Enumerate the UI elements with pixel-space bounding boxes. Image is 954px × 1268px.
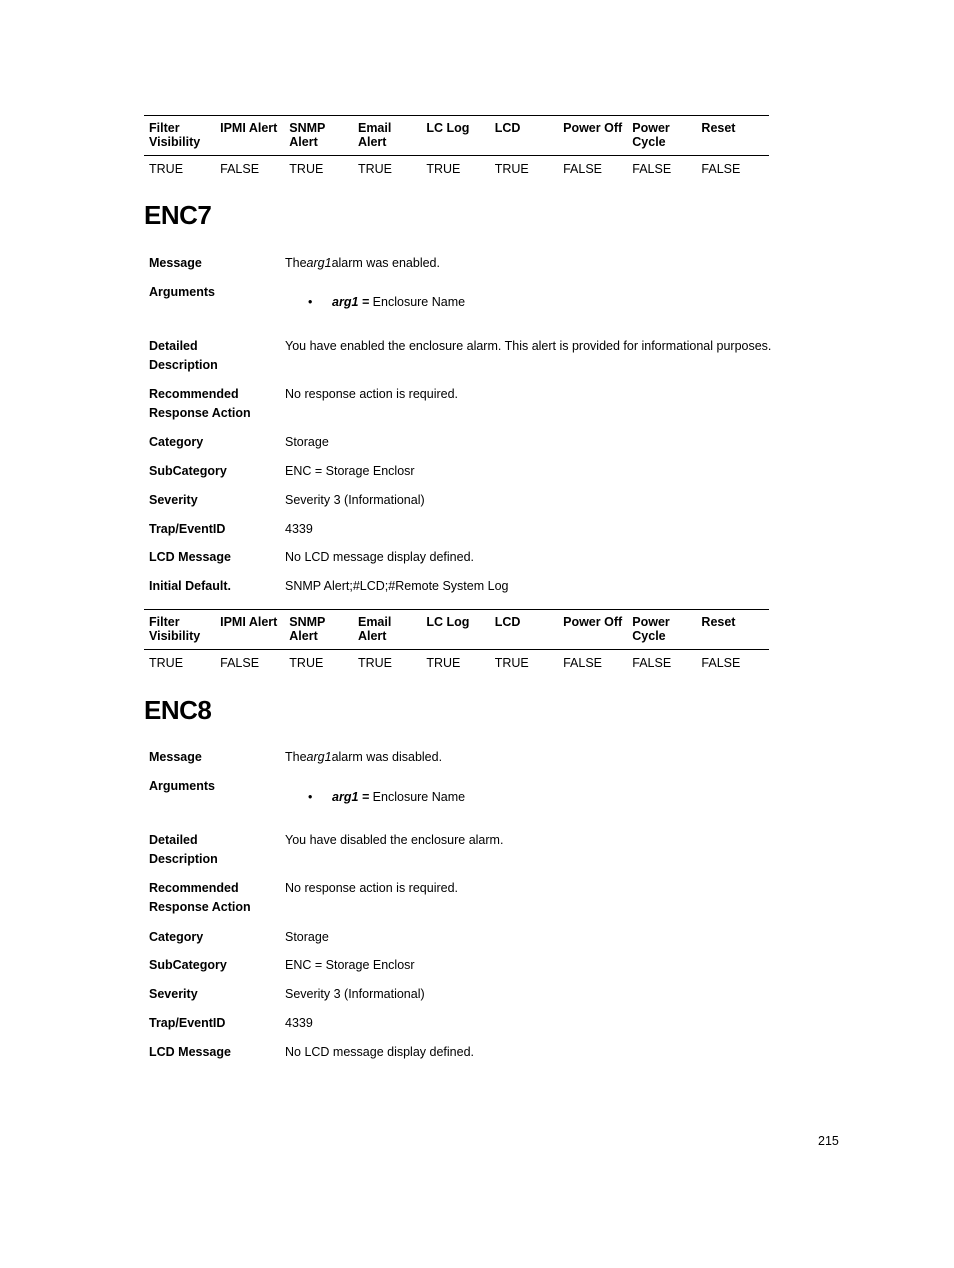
category-label: Category — [149, 930, 204, 944]
message-prefix: The — [285, 256, 307, 270]
filter-table-header-row — [144, 116, 769, 156]
severity-label: Severity — [149, 987, 198, 1001]
table-cell: TRUE — [357, 656, 393, 670]
message-suffix: alarm was enabled. — [331, 256, 440, 270]
lcd-message-label: LCD Message — [149, 550, 231, 564]
message-prefix: The — [285, 750, 307, 764]
page-number: 215 — [818, 1134, 839, 1148]
column-header: Power Cycle — [627, 116, 696, 156]
argument-name: arg1 = — [332, 295, 370, 309]
subcategory-value: ENC = Storage Enclosr — [285, 464, 415, 478]
category-value: Storage — [285, 435, 329, 449]
table-cell: FALSE — [701, 162, 741, 176]
message-arg: arg1 — [306, 750, 332, 764]
detailed-description-value: You have enabled the enclosure alarm. This alert is provided for informational purposes. — [285, 339, 772, 353]
table-cell: TRUE — [289, 162, 324, 176]
bullet-icon: • — [308, 295, 313, 309]
table-cell: TRUE — [494, 162, 529, 176]
column-header: LCD — [490, 610, 558, 650]
argument-value: Enclosure Name — [372, 295, 466, 309]
table-cell: TRUE — [289, 656, 324, 670]
trap-eventid-label: Trap/EventID — [149, 522, 226, 536]
section-title-enc8: ENC8 — [144, 695, 212, 725]
column-header: Email Alert — [353, 116, 421, 156]
detailed-description-value: You have disabled the enclosure alarm. — [285, 833, 504, 847]
column-header: LC Log — [421, 116, 489, 156]
column-header: IPMI Alert — [215, 610, 284, 650]
table-cell: TRUE — [426, 162, 461, 176]
column-header: SNMP Alert — [284, 610, 353, 650]
column-header: Power Off — [558, 116, 627, 156]
column-header: Power Off — [558, 610, 627, 650]
table-cell: TRUE — [357, 162, 393, 176]
lcd-message-label: LCD Message — [149, 1045, 231, 1059]
column-header: Filter Visibility — [144, 116, 215, 156]
filter-table-enc7 — [144, 609, 769, 671]
category-value: Storage — [285, 930, 329, 944]
subcategory-value: ENC = Storage Enclosr — [285, 958, 415, 972]
table-cell: FALSE — [563, 656, 603, 670]
message-arg: arg1 — [306, 256, 332, 270]
message-value — [285, 254, 845, 273]
initial-default-value: SNMP Alert;#LCD;#Remote System Log — [285, 579, 509, 593]
argument-name: arg1 = — [332, 790, 370, 804]
column-header: SNMP Alert — [284, 116, 353, 156]
message-label: Message — [149, 750, 202, 764]
table-cell: FALSE — [220, 162, 260, 176]
filter-table-top — [144, 115, 769, 177]
severity-value: Severity 3 (Informational) — [285, 987, 425, 1001]
arguments-label: Arguments — [149, 779, 215, 793]
message-suffix: alarm was disabled. — [331, 750, 443, 764]
column-header: Reset — [696, 610, 769, 650]
filter-table-value-row — [144, 650, 769, 672]
column-header: Reset — [696, 116, 769, 156]
argument-value: Enclosure Name — [372, 790, 466, 804]
table-cell: TRUE — [426, 656, 461, 670]
table-cell: FALSE — [220, 656, 260, 670]
initial-default-label: Initial Default. — [149, 579, 231, 593]
lcd-message-value: No LCD message display defined. — [285, 1045, 474, 1059]
filter-table-header-row — [144, 610, 769, 650]
table-cell: TRUE — [149, 656, 184, 670]
subcategory-label: SubCategory — [149, 464, 227, 478]
table-cell: FALSE — [632, 656, 672, 670]
column-header: Power Cycle — [627, 610, 696, 650]
column-header: Email Alert — [353, 610, 421, 650]
detailed-description-label: Detailed Description — [149, 833, 218, 866]
table-cell: FALSE — [632, 162, 672, 176]
section-title-enc7: ENC7 — [144, 200, 212, 230]
filter-table-value-row — [144, 156, 769, 178]
column-header: IPMI Alert — [215, 116, 284, 156]
trap-eventid-value: 4339 — [285, 522, 313, 536]
severity-value: Severity 3 (Informational) — [285, 493, 425, 507]
table-cell: FALSE — [701, 656, 741, 670]
recommended-action-value: No response action is required. — [285, 387, 459, 401]
table-cell: TRUE — [494, 656, 529, 670]
column-header: Filter Visibility — [144, 610, 215, 650]
table-cell: TRUE — [149, 162, 184, 176]
message-label: Message — [149, 256, 202, 270]
message-value — [285, 748, 845, 767]
detailed-description-label: Detailed Description — [149, 339, 218, 372]
category-label: Category — [149, 435, 204, 449]
recommended-action-value: No response action is required. — [285, 881, 459, 895]
lcd-message-value: No LCD message display defined. — [285, 550, 474, 564]
arguments-label: Arguments — [149, 285, 215, 299]
column-header: LC Log — [421, 610, 489, 650]
recommended-action-label: Recommended Response Action — [149, 881, 251, 914]
recommended-action-label: Recommended Response Action — [149, 387, 251, 420]
trap-eventid-value: 4339 — [285, 1016, 313, 1030]
severity-label: Severity — [149, 493, 198, 507]
bullet-icon: • — [308, 790, 313, 804]
subcategory-label: SubCategory — [149, 958, 227, 972]
trap-eventid-label: Trap/EventID — [149, 1016, 226, 1030]
table-cell: FALSE — [563, 162, 603, 176]
column-header: LCD — [490, 116, 558, 156]
